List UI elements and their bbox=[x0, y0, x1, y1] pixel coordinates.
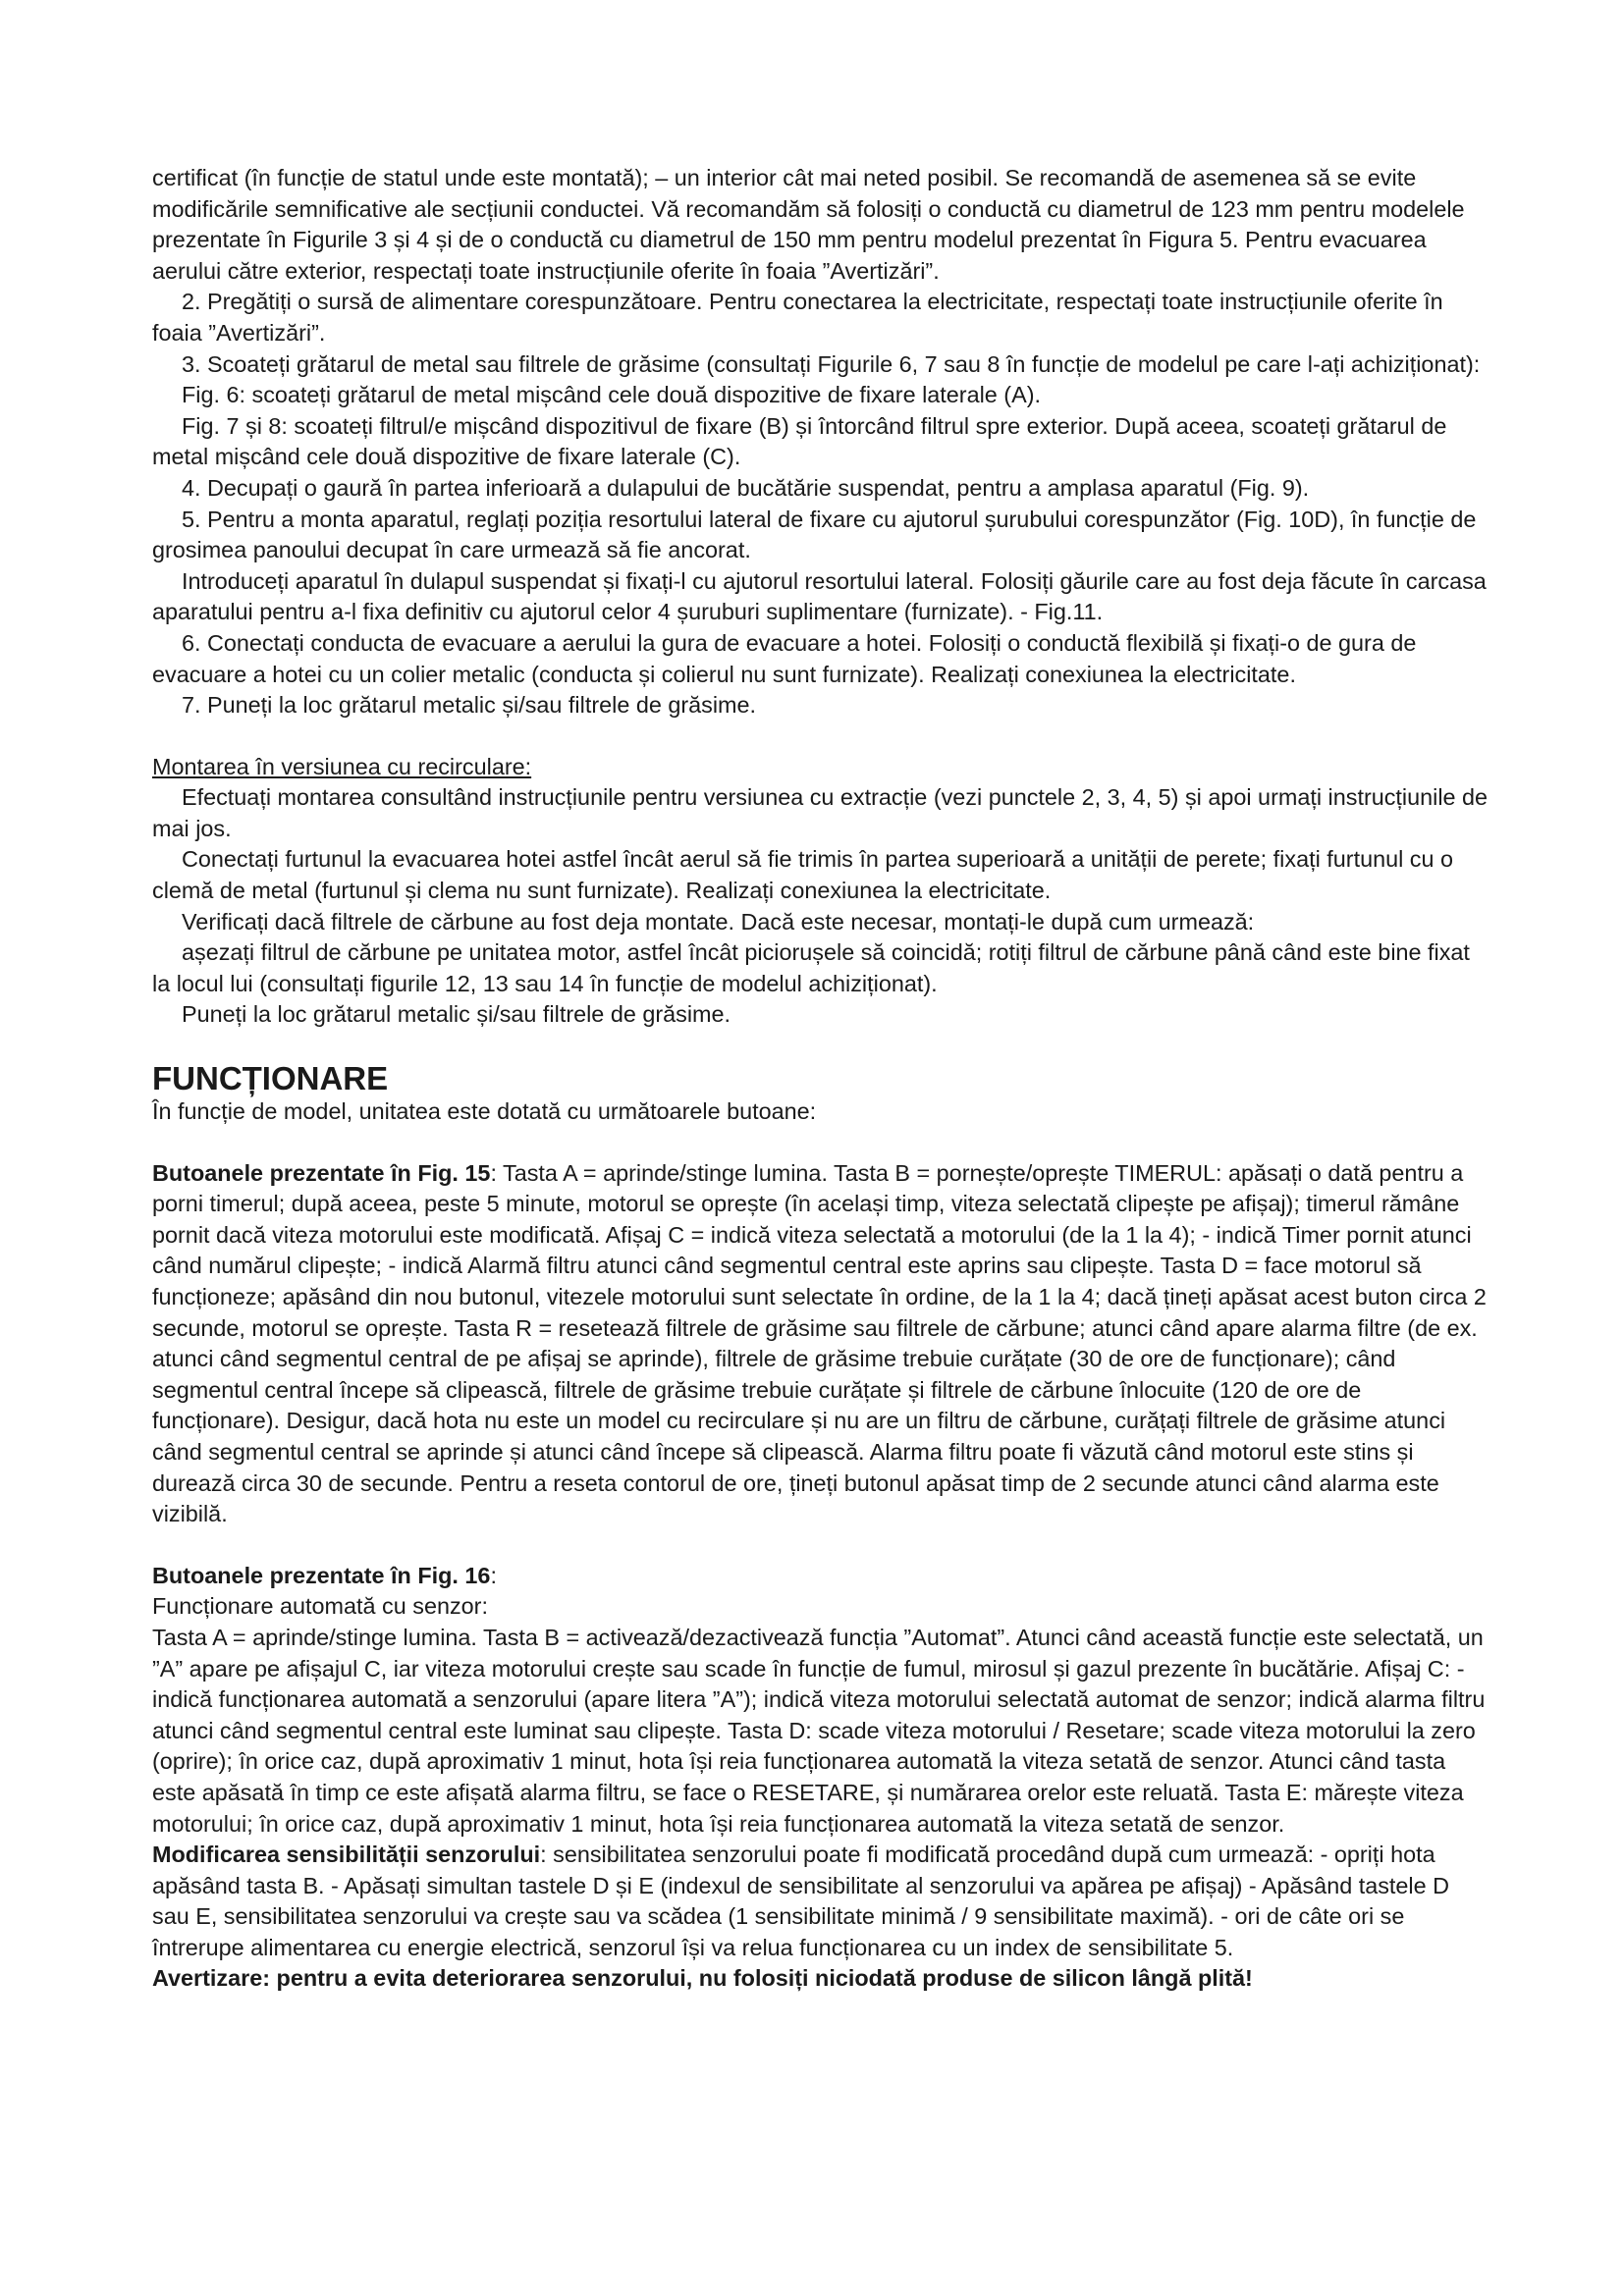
intro-paragraph-1: certificat (în funcție de statul unde este montată); – un interior cât mai neted posibil. Se recomandă de asemenea să se evite modificările semnificative ale secțiunii conductei. Vă recomandăm să folosiți o conductă cu diametrul de 123 mm pentru modelele prezentate în Figurile 3 și 4 și de o conductă cu diametrul de 150 mm pentru modelul prezentat în Figura 5. Pentru evacuarea aerului către exterior, respectați toate instrucțiunile oferite în foaia ”Avertizări”. bbox=[152, 165, 1465, 284]
step-7: 7. Puneți la loc grătarul metalic și/sau filtrele de grăsime. bbox=[182, 692, 757, 719]
sensitivity-paragraph bbox=[152, 1840, 1492, 1963]
step-3-fig6: Fig. 6: scoateți grătarul de metal mișcând cele două dispozitive de fixare laterale (A). bbox=[182, 382, 1041, 408]
fig16-label: Butoanele prezentate în Fig. 16 bbox=[152, 1562, 491, 1588]
sensitivity-label: Modificarea sensibilității senzorului bbox=[152, 1842, 541, 1868]
fig16-subheading: Funcționare automată cu senzor: bbox=[152, 1593, 488, 1620]
recirculation-heading: Montarea în versiunea cu recirculare: bbox=[152, 753, 532, 779]
document-page bbox=[152, 163, 1492, 1995]
recirculation-paragraph: Verificați dacă filtrele de cărbune au fost deja montate. Dacă este necesar, montați-le după cum urmează: bbox=[182, 908, 1255, 934]
fig16-heading bbox=[152, 1561, 1492, 1592]
warning bbox=[152, 1963, 1492, 1995]
fig15-text: : Tasta A = aprinde/stinge lumina. Tasta B = pornește/oprește TIMERUL: apăsați o dată pentru a porni timerul; după aceea, peste 5 minute, motorul se oprește (în același timp, viteza selectată clipește pe afișaj); timerul rămâne pornit dacă viteza motorului este modificată. Afișaj C = indică viteza selectată a motorului (de la 1 la 4); - indică Timer pornit atunci când numărul clipește; - indică Alarmă filtru atunci când segmentul central este aprins sau clipește. Tasta D = face motorul să funcționeze; apăsând din nou butonul, vitezele motorului sunt selectate în ordine, de la 1 la 4; dacă țineți apăsat acest buton circa 2 secunde, motorul se oprește. Tasta R = resetează filtrele de grăsime sau filtrele de cărbune; atunci când apare alarma filtre (de ex. atunci când segmentul central de pe afișaj se aprinde), filtrele de grăsime trebuie curățate (30 de ore de funcționare); când segmentul central începe să clipească, filtrele de grăsime trebuie curățate și filtrele de cărbune înlocuite (120 de ore de funcționare). Desigur, dacă hota nu este un model cu recirculare și nu are un filtru de cărbune, curățați filtrele de grăsime atunci când segmentul central se aprinde și atunci când începe să clipească. Alarma filtru poate fi văzută când motorul este stins și durează circa 30 de secunde. Pentru a reseta contorul de ore, țineți butonul apăsat timp de 2 secunde atunci când alarma este vizibilă. bbox=[152, 1159, 1487, 1527]
step-2: 2. Pregătiți o sursă de alimentare corespunzătoare. Pentru conectarea la electricitate, respectați toate instrucțiunile oferite în foaia ”Avertizări”. bbox=[152, 289, 1443, 346]
step-6: 6. Conectați conducta de evacuare a aerului la gura de evacuare a hotei. Folosiți o conductă flexibilă și fixați-o de gura de evacuare a hotei cu un colier metalic (conducta și colierul nu sunt furnizate). Realizați conexiunea la electricitate. bbox=[152, 629, 1417, 687]
fig15-label: Butoanele prezentate în Fig. 15 bbox=[152, 1159, 491, 1186]
step-3: 3. Scoateți grătarul de metal sau filtrele de grăsime (consultați Figurile 6, 7 sau 8 în funcție de modelul pe care l-ați achiziționat): bbox=[182, 350, 1481, 377]
recirculation-paragraph: Efectuați montarea consultând instrucțiunile pentru versiunea cu extracție (vezi punctele 2, 3, 4, 5) și apoi urmați instrucțiunile de mai jos. bbox=[152, 784, 1489, 841]
section-intro: În funcție de model, unitatea este dotată cu următoarele butoane: bbox=[152, 1098, 817, 1125]
sensitivity-text: : sensibilitatea senzorului poate fi modificată procedând după cum urmează: - opriți hota apăsând tasta B. - Apăsați simultan tastele D și E (indexul de sensibilitate al senzorului va apărea pe afișaj) - Apăsând tastele D sau E, sensibilitatea senzorului va crește sau va scădea (1 sensibilitate minimă / 9 sensibilitate maximă). - ori de câte ori se întrerupe alimentarea cu energie electrică, senzorul își va relua funcționarea cu un index de sensibilitate 5. bbox=[152, 1842, 1450, 1960]
recirculation-paragraph: Puneți la loc grătarul metalic și/sau filtrele de grăsime. bbox=[182, 1001, 731, 1028]
section-title: FUNCȚIONARE bbox=[152, 1060, 389, 1097]
fig15-paragraph bbox=[152, 1158, 1492, 1530]
fig16-colon: : bbox=[490, 1562, 497, 1588]
step-5-detail: Introduceți aparatul în dulapul suspendat și fixați-l cu ajutorul resortului lateral. Folosiți găurile care au fost deja făcute în carcasa aparatului pentru a-l fixa definitiv cu ajutorul celor 4 șuruburi suplimentare (furnizate). - Fig.11. bbox=[152, 567, 1487, 625]
warning-text: Avertizare: pentru a evita deteriorarea senzorului, nu folosiți niciodată produse de silicon lângă plită! bbox=[152, 1965, 1253, 1992]
step-4: 4. Decupați o gaură în partea inferioară a dulapului de bucătărie suspendat, pentru a amplasa aparatul (Fig. 9). bbox=[182, 474, 1310, 501]
fig16-text: Tasta A = aprinde/stinge lumina. Tasta B = activează/dezactivează funcția ”Automat”. Atunci când această funcție este selectată, un ”A” apare pe afișajul C, iar viteza motorului crește sau scade în funcție de fumul, mirosul și gazul prezente în bucătărie. Afișaj C: - indică funcționarea automată a senzorului (apare litera ”A”); indică viteza motorului selectată automat de senzor; indică alarma filtru atunci când segmentul central este luminat sau clipește. Tasta D: scade viteza motorului / Resetare; scade viteza motorului la zero (oprire); în orice caz, după aproximativ 1 minut, hota își reia funcționarea automată la viteza setată de senzor. Atunci când tasta este apăsată în timp ce este afișată alarma filtru, se face o RESETARE, și numărarea orelor este reluată. Tasta E: mărește viteza motorului; în orice caz, după aproximativ 1 minut, hota își reia funcționarea automată la viteza setată de senzor. bbox=[152, 1624, 1486, 1837]
recirculation-paragraph: Conectați furtunul la evacuarea hotei astfel încât aerul să fie trimis în partea superioară a unității de perete; fixați furtunul cu o clemă de metal (furtunul și clema nu sunt furnizate). Realizați conexiunea la electricitate. bbox=[152, 846, 1454, 904]
step-3-fig7-8: Fig. 7 și 8: scoateți filtrul/e mișcând dispozitivul de fixare (B) și întorcând filtrul spre exterior. După aceea, scoateți grătarul de metal mișcând cele două dispozitive de fixare laterale (C). bbox=[152, 412, 1447, 470]
step-5: 5. Pentru a monta aparatul, reglați poziția resortului lateral de fixare cu ajutorul șurubului corespunzător (Fig. 10D), în funcție de grosimea panoului decupat în care urmează să fie ancorat. bbox=[152, 506, 1477, 563]
recirculation-paragraph: așezați filtrul de cărbune pe unitatea motor, astfel încât piciorușele să coincidă; rotiți filtrul de cărbune până când este bine fixat la locul lui (consultați figurile 12, 13 sau 14 în funcție de modelul achiziționat). bbox=[152, 939, 1470, 996]
